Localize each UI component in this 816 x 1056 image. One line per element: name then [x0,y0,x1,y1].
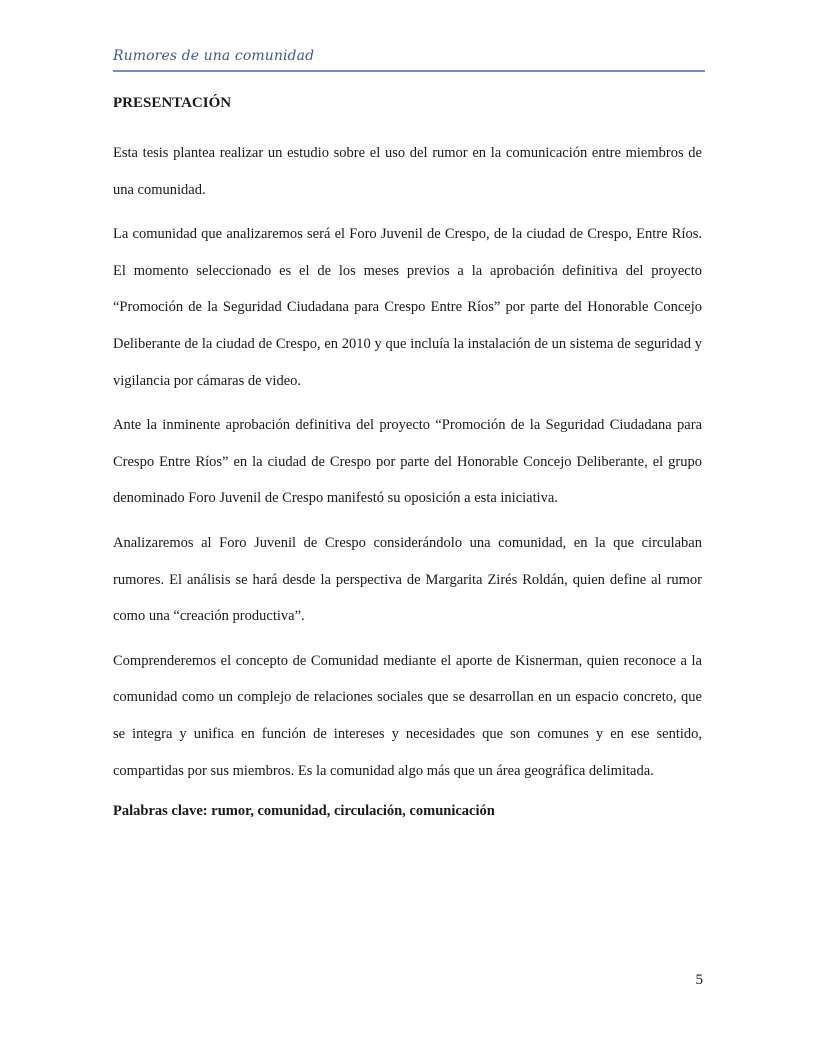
paragraph-4: Analizaremos al Foro Juvenil de Crespo considerándolo una comunidad, en la que circulaban rumores. El análisis se hará desde la perspectiva de Margarita Zirés Roldán, quien define al rumor como una “creación productiva”. [113,534,702,625]
paragraph-2: La comunidad que analizaremos será el Foro Juvenil de Crespo, de la ciudad de Crespo, Entre Ríos. El momento seleccionado es el de los meses previos a la aprobación definitiva del proyecto “Promoción de la Seguridad Ciudadana para Crespo Entre Ríos” por parte del Honorable Concejo Deliberante de la ciudad de Crespo, en 2010 y que incluía la instalación de un sistema de seguridad y vigilancia por cámaras de video. [113,226,702,389]
running-header [113,46,705,72]
page-number: 5 [695,972,703,988]
section-heading: PRESENTACIÓN [113,95,232,111]
paragraph-5: Comprenderemos el concepto de Comunidad mediante el aporte de Kisnerman, quien reconoce a la comunidad como un complejo de relaciones sociales que se desarrollan en un espacio concreto, que se integra y unifica en función de intereses y necesidades que son comunes y en ese sentido, compartidas por sus miembros. Es la comunidad algo más que un área geográfica delimitada. [113,652,702,779]
keywords-line: Palabras clave: rumor, comunidad, circulación, comunicación [113,803,495,820]
paragraph-1: Esta tesis plantea realizar un estudio sobre el uso del rumor en la comunicación entre miembros de una comunidad. [113,145,702,198]
header-rule [113,70,705,72]
paragraph-3: Ante la inminente aprobación definitiva del proyecto “Promoción de la Seguridad Ciudadana para Crespo Entre Ríos” en la ciudad de Crespo por parte del Honorable Concejo Deliberante, el grupo denominado Foro Juvenil de Crespo manifestó su oposición a esta iniciativa. [113,417,702,507]
header-title: Rumores de una comunidad [113,48,315,64]
document-body [113,90,702,821]
